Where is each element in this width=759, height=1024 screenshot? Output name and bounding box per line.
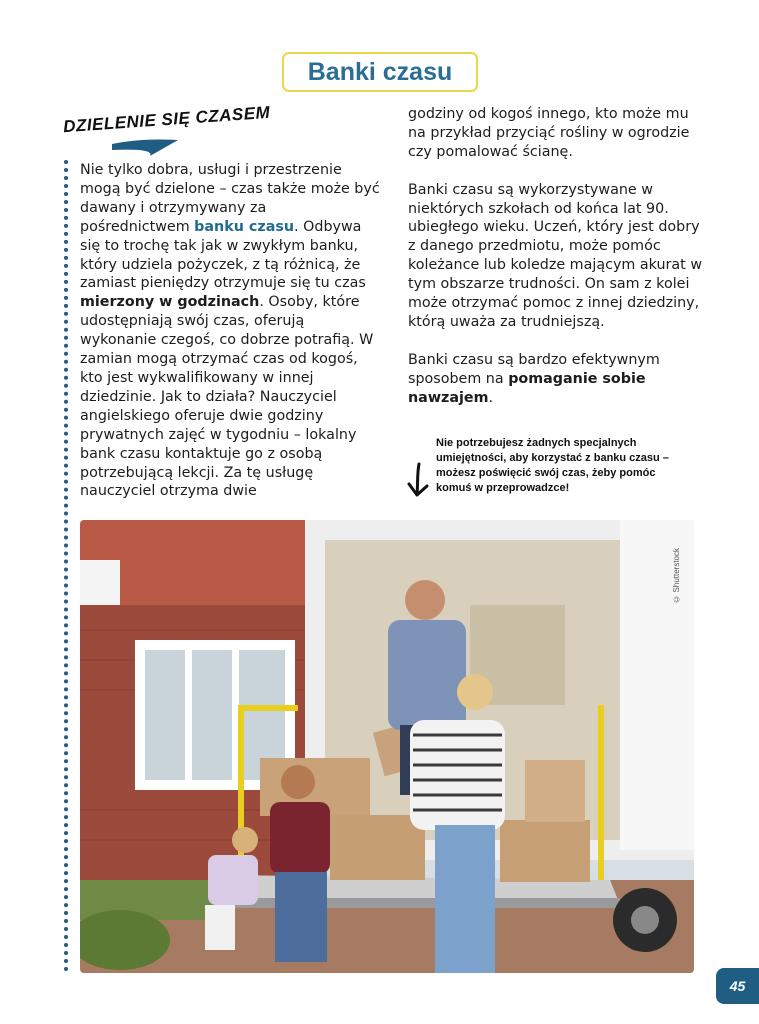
right-paragraph-3: Banki czasu są bardzo efektywnym sposobem na pomaganie sobie nawzajem. [408,351,660,406]
right-paragraph-2: Banki czasu są wykorzystywane w niektórych szkołach od końca lat 90. ubiegłego wieku. Uczeń, który jest dobry z danego przedmiotu, może pomóc koleżance lub koledze mającym akurat w tym obszarze trudności. On sam z kolei może otrzymać pomoc z innej dziedziny, którą uważa za trudniejszą. [408,181,703,330]
section-heading: DZIELENIE SIĘ CZASEM [62,102,271,137]
right-paragraph-1: godziny od kogoś innego, kto może mu na przykład przyciąć rośliny w ogrodzie czy pomalować ścianę. [408,106,690,160]
title-box [282,52,478,92]
right-column [408,105,708,426]
left-column [80,161,380,520]
moving-photo [80,520,694,973]
page-title: Banki czasu [307,57,453,86]
dotted-rule [64,160,68,972]
left-paragraph: Nie tylko dobra, usługi i przestrzenie mogą być dzielone – czas także może być dawany i otrzymywany za pośrednictwem banku czasu. Odbywa się to trochę tak jak w zwykłym banku, który udziela pożyczek, z tą różnicą, że zamiast pieniędzy otrzymuje się tu czas mierzony w godzinach. Osoby, które udostępniają swój czas, oferują wykonanie czegoś, co dobrze potrafią. W zamian mogą otrzymać czas od kogoś, kto jest wykwalifikowany w innej dziedzinie. Jak to działa? Nauczyciel angielskiego oferuje dwie godziny prywatnych zajęć w tygodniu – lokalny bank czasu kontaktuje go z osobą potrzebującą lekcji. Za tę usługę nauczyciel otrzyma dwie [80,162,380,500]
keyword-time-bank: banku czasu [194,218,295,235]
heading-swoosh [110,136,182,160]
photo-credit: © Shutterstock [672,548,681,604]
keyword-mutual-help: pomaganie sobie nawzajem [408,370,646,406]
page-number: 45 [716,968,759,1004]
side-note: Nie potrzebujesz żadnych specjalnych umiejętności, aby korzystać z banku czasu – możesz poświęcić swój czas, żeby pomóc komuś w przeprowadzce! [436,437,669,494]
keyword-hours: mierzony w godzinach [80,294,260,311]
arrow-down-icon [405,462,431,498]
